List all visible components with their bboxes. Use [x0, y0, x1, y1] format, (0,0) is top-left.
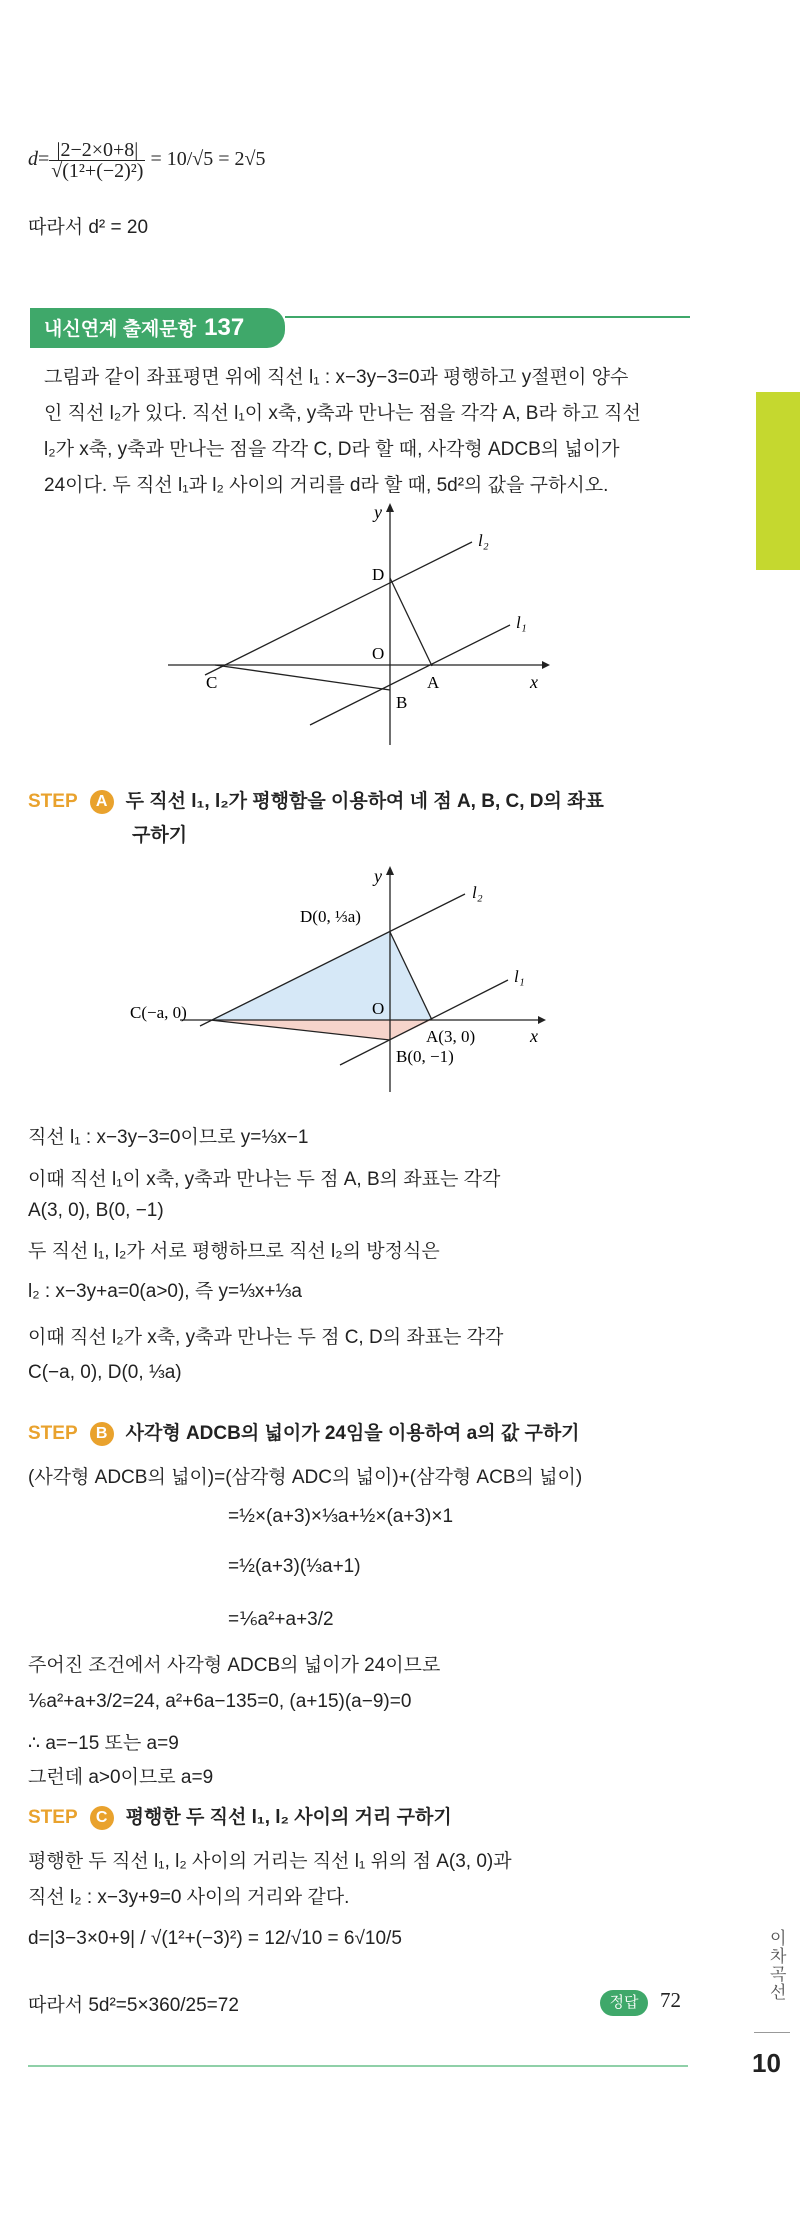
distance-formula-1: d= $\frac{|2-2\times 0+8|}{\text{√(1²+(−2)²)}}$ = 10/√5 = 2√5 [28, 139, 266, 182]
point-d-label: D [372, 565, 385, 584]
step-c-line: d=|3−3×0+9| / √(1²+(−3)²) = 12/√10 = 6√10/5 [28, 1928, 402, 1949]
figure-2-diagram [120, 860, 570, 1100]
step-a-line: C(−a, 0), D(0, ⅓a) [28, 1362, 182, 1383]
l2-label: l₂ [478, 531, 489, 550]
step-b-line: =½×(a+3)×⅓a+½×(a+3)×1 [228, 1506, 454, 1527]
y-label: y [374, 502, 382, 522]
point-b-label: B [396, 693, 408, 712]
step-b-line: ⅙a²+a+3/2=24, a²+6a−135=0, (a+15)(a−9)=0 [28, 1691, 412, 1712]
step-a-line: 이때 직선 l₂가 x축, y축과 만나는 두 점 C, D의 좌표는 각각 [28, 1327, 504, 1348]
problem-statement [44, 360, 684, 504]
step-a-heading-cont [132, 820, 187, 847]
step-tag: STEP [28, 1423, 78, 1444]
step-b-heading [28, 1418, 580, 1446]
problem-banner [30, 308, 285, 348]
point-d-label: D(0, ⅓a) [300, 907, 361, 926]
step-b-line: =½(a+3)(⅓a+1) [228, 1556, 361, 1577]
line-l2 [205, 542, 472, 675]
step-c-heading [28, 1802, 452, 1830]
step-tag: STEP [28, 791, 78, 812]
origin-label: O [372, 644, 385, 663]
point-a-label: A(3, 0) [426, 1027, 476, 1046]
step-a-line: 두 직선 l₁, l₂가 서로 평행하므로 직선 l₂의 방정식은 [28, 1241, 440, 1262]
step-a-line: l₂ : x−3y+a=0(a>0), 즉 y=⅓x+⅓a [28, 1281, 302, 1302]
answer-badge: 정답 [600, 1990, 648, 2016]
bottom-rule [28, 2065, 688, 2067]
step-c-line: 평행한 두 직선 l₁, l₂ 사이의 거리는 직선 l₁ 위의 점 A(3, 0)과 [28, 1851, 512, 1872]
step-letter-badge: C [90, 1806, 114, 1830]
l2-label: l₂ [472, 883, 483, 902]
step-b-line: 주어진 조건에서 사각형 ADCB의 넓이가 24이므로 [28, 1655, 441, 1676]
formula1-result: = 10/√5 = 2√5 [150, 148, 266, 171]
problem-line: 인 직선 l₂가 있다. 직선 l₁이 x축, y축과 만나는 점을 각각 A, B라 하고 직선 [44, 403, 641, 424]
step-b-line: ∴ a=−15 또는 a=9 [28, 1733, 179, 1754]
step-b-line: =⅙a²+a+3/2 [228, 1609, 334, 1630]
formula1-denominator: √(1²+(−2)²) [51, 160, 144, 182]
chapter-side-label: 이차곡선 [770, 1929, 787, 2002]
step-b-line: (사각형 ADCB의 넓이)=(삼각형 ADC의 넓이)+(삼각형 ACB의 넓이) [28, 1467, 583, 1488]
step-a-line: A(3, 0), B(0, −1) [28, 1200, 164, 1221]
y-axis-arrow [386, 503, 394, 512]
x-axis-arrow [542, 661, 550, 669]
step-b-title: 사각형 ADCB의 넓이가 24임을 이용하여 a의 값 구하기 [125, 1423, 580, 1444]
banner-label: 내신연계 출제문항 [44, 319, 197, 340]
triangle-acb-fill [210, 1020, 432, 1040]
step-a-title-2: 구하기 [132, 825, 188, 846]
answer-value: 72 [660, 1988, 681, 2012]
x-axis-arrow [538, 1016, 546, 1024]
figure-1-diagram [150, 500, 570, 750]
problem-line: l₂가 x축, y축과 만나는 점을 각각 C, D라 할 때, 사각형 ADCB의 넓이가 [44, 439, 620, 460]
step-c-line: 직선 l₂ : x−3y+9=0 사이의 거리와 같다. [28, 1887, 350, 1908]
step-a-title: 두 직선 l₁, l₂가 평행함을 이용하여 네 점 A, B, C, D의 좌표 [125, 791, 604, 812]
step-c-title: 평행한 두 직선 l₁, l₂ 사이의 거리 구하기 [125, 1807, 452, 1828]
page-number: 10 [752, 2048, 781, 2078]
line-l1 [310, 625, 510, 725]
problem-line: 그림과 같이 좌표평면 위에 직선 l₁ : x−3y−3=0과 평행하고 y절편이 양수 [44, 367, 629, 388]
l1-label: l₁ [516, 613, 527, 632]
step-b-line: 그런데 a>0이므로 a=9 [28, 1767, 214, 1788]
formula1-numerator: |2−2×0+8| [49, 140, 145, 161]
point-b-label: B(0, −1) [396, 1047, 454, 1066]
page-number-rule [754, 2032, 790, 2033]
step-tag: STEP [28, 1807, 78, 1828]
step-c-line: 따라서 5d²=5×360/25=72 [28, 1995, 239, 2016]
point-a-label: A [427, 673, 440, 692]
segment-cb [215, 665, 390, 690]
l1-label: l₁ [514, 967, 525, 986]
formula1-conclusion: 따라서 d² = 20 [28, 217, 149, 238]
step-a-line: 이때 직선 l₁이 x축, y축과 만나는 두 점 A, B의 좌표는 각각 [28, 1169, 501, 1190]
y-label: y [374, 866, 382, 886]
step-a-line: 직선 l₁ : x−3y−3=0이므로 y=⅓x−1 [28, 1127, 309, 1148]
point-c-label: C [206, 673, 218, 692]
y-axis-arrow [386, 866, 394, 875]
origin-label: O [372, 999, 385, 1018]
problem-number: 137 [204, 314, 245, 341]
step-letter-badge: B [90, 1422, 114, 1446]
problem-line: 24이다. 두 직선 l₁과 l₂ 사이의 거리를 d라 할 때, 5d²의 값을 구하시오. [44, 475, 609, 496]
banner-rule [285, 316, 690, 318]
step-letter-badge: A [90, 790, 114, 814]
x-label: x [530, 672, 538, 692]
chapter-side-tab [756, 392, 800, 570]
step-a-heading [28, 786, 604, 814]
point-c-label: C(−a, 0) [130, 1003, 187, 1022]
x-label: x [530, 1026, 538, 1046]
segment-da [390, 578, 432, 666]
